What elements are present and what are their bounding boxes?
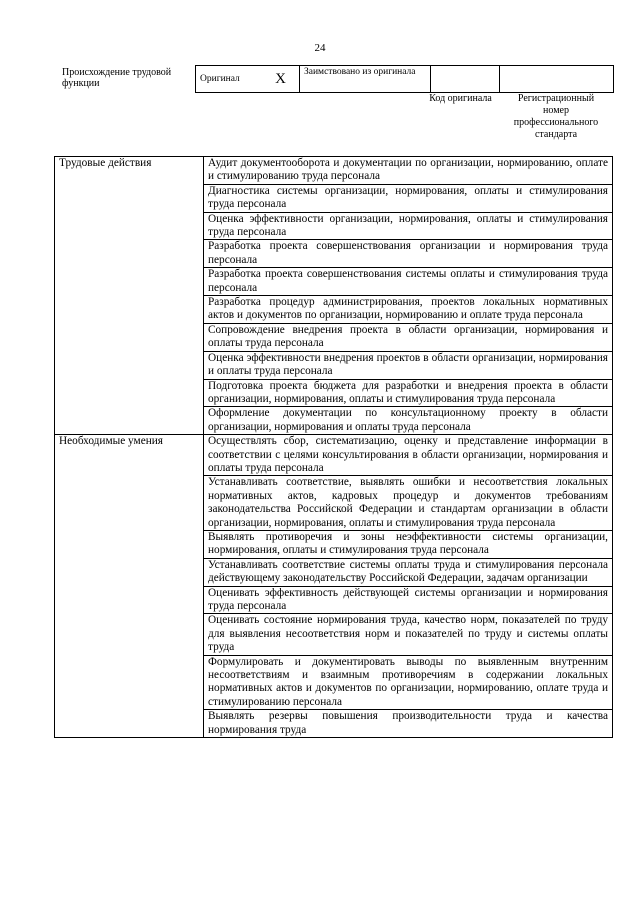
section-item: Выявлять резервы повышения производительности труда и качества нормирования труда (204, 710, 613, 738)
section-item: Оценка эффективности внедрения проектов в области организации, нормирования и оплаты труда персонала (204, 351, 613, 379)
section-item: Оформление документации по консультационному проекту в области организации, нормирования и оплаты труда персонала (204, 407, 613, 435)
section-item: Разработка проекта совершенствования организации и нормирования труда персонала (204, 240, 613, 268)
section-title (55, 184, 204, 212)
section-title (55, 379, 204, 407)
reg-number-caption: Регистрационный номер профессионального стандарта (513, 93, 599, 140)
section-title (55, 268, 204, 296)
section-title (55, 296, 204, 324)
table-row (55, 407, 613, 435)
section-title (55, 586, 204, 614)
section-item: Осуществлять сбор, систематизацию, оценку и представление информации в соответствии с целями консультирования в области организации, нормирования и оплаты труда персонала (204, 435, 613, 476)
section-item: Формулировать и документировать выводы по выявленным внутренним несоответствиям и взаимным противоречиям в содержании локальных нормативных актов и документов по организации, нормированию, оплате труда и стимулированию персонала (204, 655, 613, 710)
original-mark: X (262, 66, 300, 93)
section-title (55, 558, 204, 586)
table-row (55, 655, 613, 710)
section-title (55, 407, 204, 435)
section-item: Оценивать состояние нормирования труда, качество норм, показателей по труду для выявления несоответствия норм и показателей по труду и системы оплаты труда (204, 614, 613, 655)
section-title (55, 323, 204, 351)
table-row (55, 268, 613, 296)
section-item: Устанавливать соответствие системы оплаты труда и стимулирования персонала действующему законодательству Российской Федерации, задачам организации (204, 558, 613, 586)
section-title (55, 530, 204, 558)
section-item: Сопровождение внедрения проекта в области организации, нормирования и оплаты труда персонала (204, 323, 613, 351)
table-row (55, 212, 613, 240)
page-number: 24 (314, 42, 326, 54)
reg-number-cell (500, 66, 614, 93)
section-item: Подготовка проекта бюджета для разработки и внедрения проекта в области организации, нормирования, оплаты и стимулирования труда персонала (204, 379, 613, 407)
section-item: Выявлять противоречия и зоны неэффективности системы организации, нормирования, оплаты и стимулирования труда персонала (204, 530, 613, 558)
table-row (55, 184, 613, 212)
function-table (54, 156, 613, 738)
section-title (55, 240, 204, 268)
original-label: Оригинал (196, 66, 263, 93)
table-row (55, 435, 613, 476)
section-title: Трудовые действия (55, 157, 204, 185)
table-row (55, 379, 613, 407)
section-title (55, 212, 204, 240)
section-title (55, 476, 204, 531)
table-row (55, 351, 613, 379)
table-row (55, 614, 613, 655)
section-title (55, 351, 204, 379)
table-row (55, 296, 613, 324)
section-item: Аудит документооборота и документации по организации, нормированию, оплате и стимулированию труда персонала (204, 157, 613, 185)
section-item: Диагностика системы организации, нормирования, оплаты и стимулирования труда персонала (204, 184, 613, 212)
section-title (55, 655, 204, 710)
section-item: Оценивать эффективность действующей системы организации и нормирования труда персонала (204, 586, 613, 614)
section-title (55, 710, 204, 738)
table-row (55, 323, 613, 351)
table-row (55, 558, 613, 586)
origin-table (195, 65, 614, 93)
section-title (55, 614, 204, 655)
code-caption: Код оригинала (429, 93, 492, 104)
section-item: Устанавливать соответствие, выявлять ошибки и несоответствия локальных нормативных актов, кадровых процедур и документов требованиям законодательства Российской Федерации и стандартам организации в области организации, нормирования, оплаты и стимулирования труда персонала (204, 476, 613, 531)
table-row (55, 586, 613, 614)
section-title: Необходимые умения (55, 435, 204, 476)
section-item: Оценка эффективности организации, нормирования, оплаты и стимулирования труда персонала (204, 212, 613, 240)
table-row (55, 240, 613, 268)
code-cell (431, 66, 500, 93)
borrowed-label: Заимствовано из оригинала (300, 66, 431, 93)
origin-label: Происхождение трудовой функции (62, 67, 172, 89)
section-item: Разработка процедур администрирования, проектов локальных нормативных актов и документов по организации, нормированию и оплате труда персонала (204, 296, 613, 324)
table-row (55, 157, 613, 185)
table-row (55, 530, 613, 558)
table-row (55, 710, 613, 738)
section-item: Разработка проекта совершенствования системы оплаты и стимулирования труда персонала (204, 268, 613, 296)
table-row (55, 476, 613, 531)
